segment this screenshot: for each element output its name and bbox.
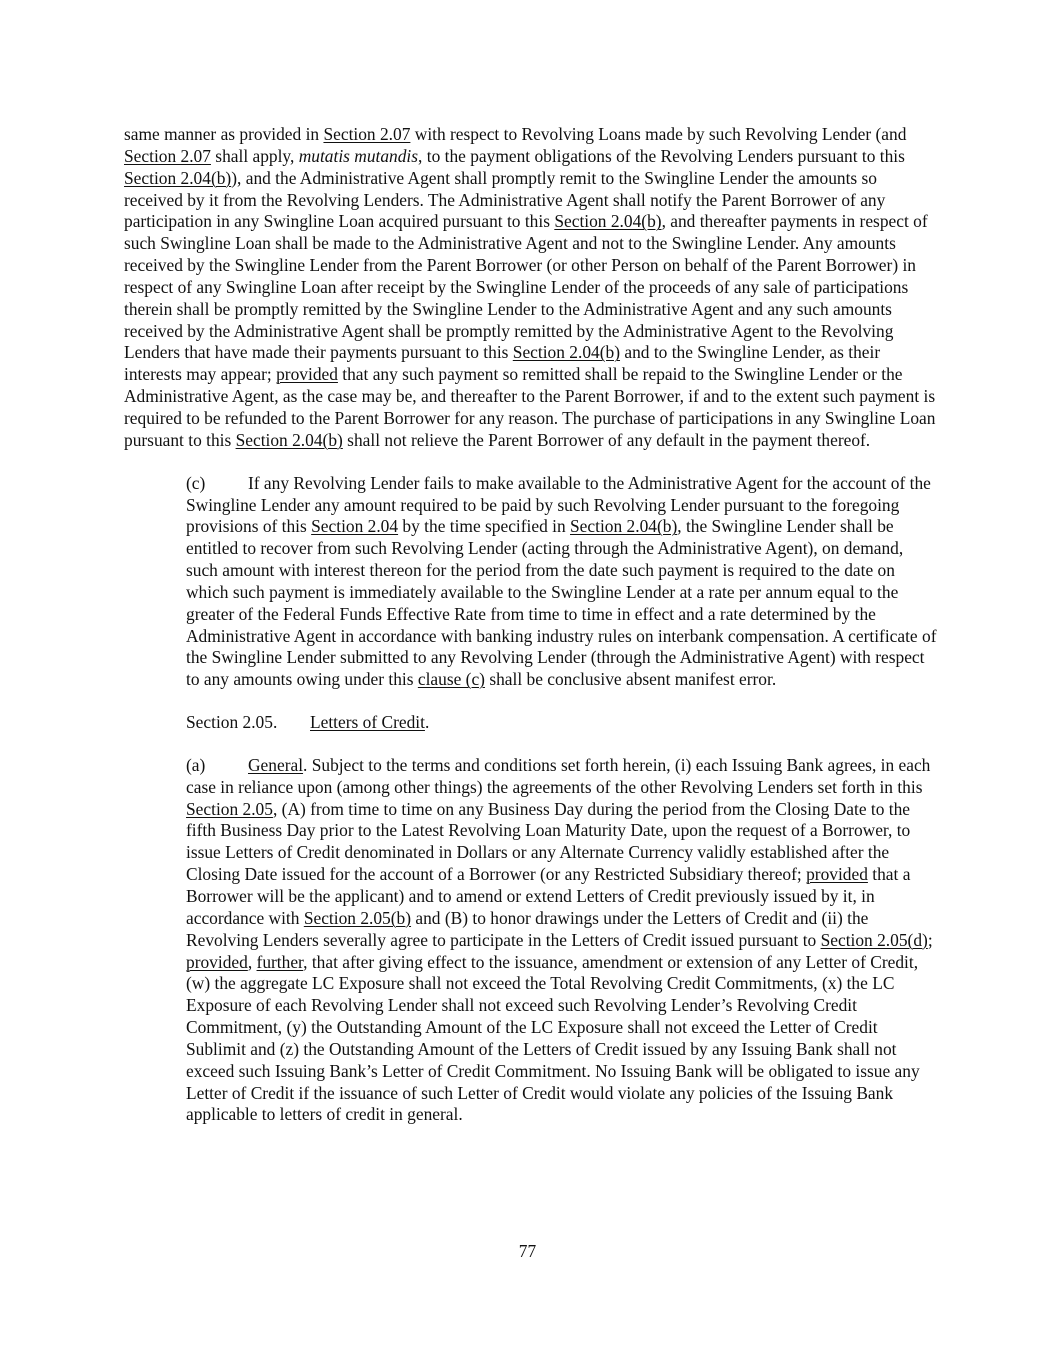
cross-reference: Section 2.04(b) [554,211,662,232]
cross-reference: Section 2.07 [323,124,411,144]
cross-reference: further [256,951,304,972]
text-run: shall not relieve the Parent Borrower of any default in the payment thereof. [342,429,871,450]
cross-reference: Section 2.04(b) [235,429,343,450]
cross-reference: Section 2.04(b) [124,167,232,188]
cross-reference: provided [186,951,248,972]
text-run: shall be conclusive absent manifest error. [484,669,777,690]
paragraph-a-label: (a) [186,754,206,775]
text-run: ; [927,929,933,950]
section-number: Section 2.05. [186,712,278,733]
text-run: , the Swingline Lender shall be entitled to recover from such Revolving Lender (acting through the Administrative Agent), on demand, such amount with interest thereon for the period from the date such payment is required to the date on which such payment is immediately available to the Swingline Lender at a rate per annum equal to the greater of the Federal Funds Effective Rate from time to time in effect and a rate determined by the Administrative Agent in accordance with banking industry rules on interbank compensation. A certificate of the Swingline Lender submitted to any Revolving Lender (through the Administrative Agent) with respect to any amounts owing under this [186,516,937,690]
paragraph-a [124,755,939,1126]
text-run: If any Revolving Lender fails to make available to the Administrative Agent for the account of the Swingline Lender any amount required to be paid by such Revolving Lender pursuant to the foregoing provisions of this [186,472,931,537]
text-run: , and thereafter payments in respect of such Swingline Loan shall be made to the Administrative Agent and not to the Swingline Lender. Any amounts received by the Swingline Lender from the Parent Borrower (or other Person on behalf of the Parent Borrower) in respect of any Swingline Loan after receipt by the Swingline Lender of the proceeds of any sale of participations therein shall be promptly remitted by the Swingline Lender to the Administrative Agent and any such amounts received by the Administrative Agent shall be promptly remitted by the Administrative Agent to the Revolving Lenders that have made their payments pursuant to this [124,211,928,363]
text-run: that a Borrower will be the applicant) and to amend or extend Letters of Credit previously issued by it, in accordance with [186,864,911,928]
text-run: that any such payment so remitted shall be repaid to the Swingline Lender or the Administrative Agent, as the case may be, and thereafter to the Parent Borrower, if and to the extent such payment is required to be refunded to the Parent Borrower for any reason. The purchase of participations in any Swingline Loan pursuant to this [124,364,936,450]
paragraph-gap [124,691,939,712]
text-run: by the time specified in [398,516,571,537]
text-run: , to the payment obligations of the Revolving Lenders pursuant to this [418,145,905,166]
paragraph-continued [124,124,939,452]
cross-reference: Section 2.04(b) [570,516,678,537]
page-number: 77 [518,1241,537,1261]
section-heading [124,712,939,734]
paragraph-c-label: (c) [186,472,206,493]
cross-reference: Section 2.05(d) [820,929,928,950]
paragraph-c-text [186,473,937,690]
cross-reference: Section 2.04 [311,516,399,537]
text-run: with respect to Revolving Loans made by such Revolving Lender (and [410,124,907,144]
text-run: , that after giving effect to the issuance, amendment or extension of any Letter of Credit, (w) the aggregate LC Exposure shall not exceed the Total Revolving Credit Commitments, (x) the LC Exposure of each Revolving Lender shall not exceed such Revolving Lender’s Revolving Credit Commitment, (y) the Outstanding Amount of the LC Exposure shall not exceed the Letter of Credit Sublimit and (z) the Outstanding Amount of the Letters of Credit issued by any Issuing Bank shall not exceed such Issuing Bank’s Letter of Credit Commitment. No Issuing Bank will be obligated to issue any Letter of Credit if the issuance of such Letter of Credit would violate any policies of the Issuing Bank applicable to letters of credit in general. [186,951,920,1125]
paragraph-a-text [186,755,933,1125]
text-run: , (A) from time to time on any Business Day during the period from the Closing Date to the fifth Business Day prior to the Latest Revolving Loan Maturity Date, upon the request of a Borrower, to issue Letters of Credit denominated in Dollars or any Alternate Currency validly established after the Closing Date issued for the account of a Borrower (or any Restricted Subsidiary thereof; [186,798,911,885]
paragraph-gap [124,734,939,755]
text-run: and (B) to honor drawings under the Letters of Credit and (ii) the Revolving Lenders severally agree to participate in the Letters of Credit issued pursuant to [186,907,869,950]
cross-reference: provided [806,864,868,885]
section-title: Letters of Credit [310,712,425,733]
cross-reference: provided [276,364,338,385]
text-run: , [247,951,257,972]
text-run: same manner as provided in [124,124,324,144]
text-run: . Subject to the terms and conditions set forth herein, (i) each Issuing Bank agrees, in each case in reliance upon (among other things) the agreements of the other Revolving Lenders set forth in this [186,754,931,797]
cross-reference: Section 2.04(b) [512,342,621,363]
cross-reference: clause (c) [417,669,485,690]
paragraph-gap [124,452,939,473]
italic-term: mutatis mutandis [298,145,419,166]
cross-reference: Section 2.05(b) [303,907,412,928]
section-title-period: . [424,712,430,733]
cross-reference: Section 2.07 [124,145,211,166]
text-run: and to the Swingline Lender, as their interests may appear; [124,342,881,385]
text-run: shall apply, [210,145,299,166]
text-run: ), and the Administrative Agent shall promptly remit to the Swingline Lender the amounts so received by it from the Revolving Lenders. The Administrative Agent shall notify the Parent Borrower of any participation in any Swingline Loan acquired pursuant to this [124,167,886,232]
document-body [124,124,939,1126]
paragraph-c [124,473,939,691]
cross-reference: General [248,754,304,775]
cross-reference: Section 2.05 [186,798,273,819]
